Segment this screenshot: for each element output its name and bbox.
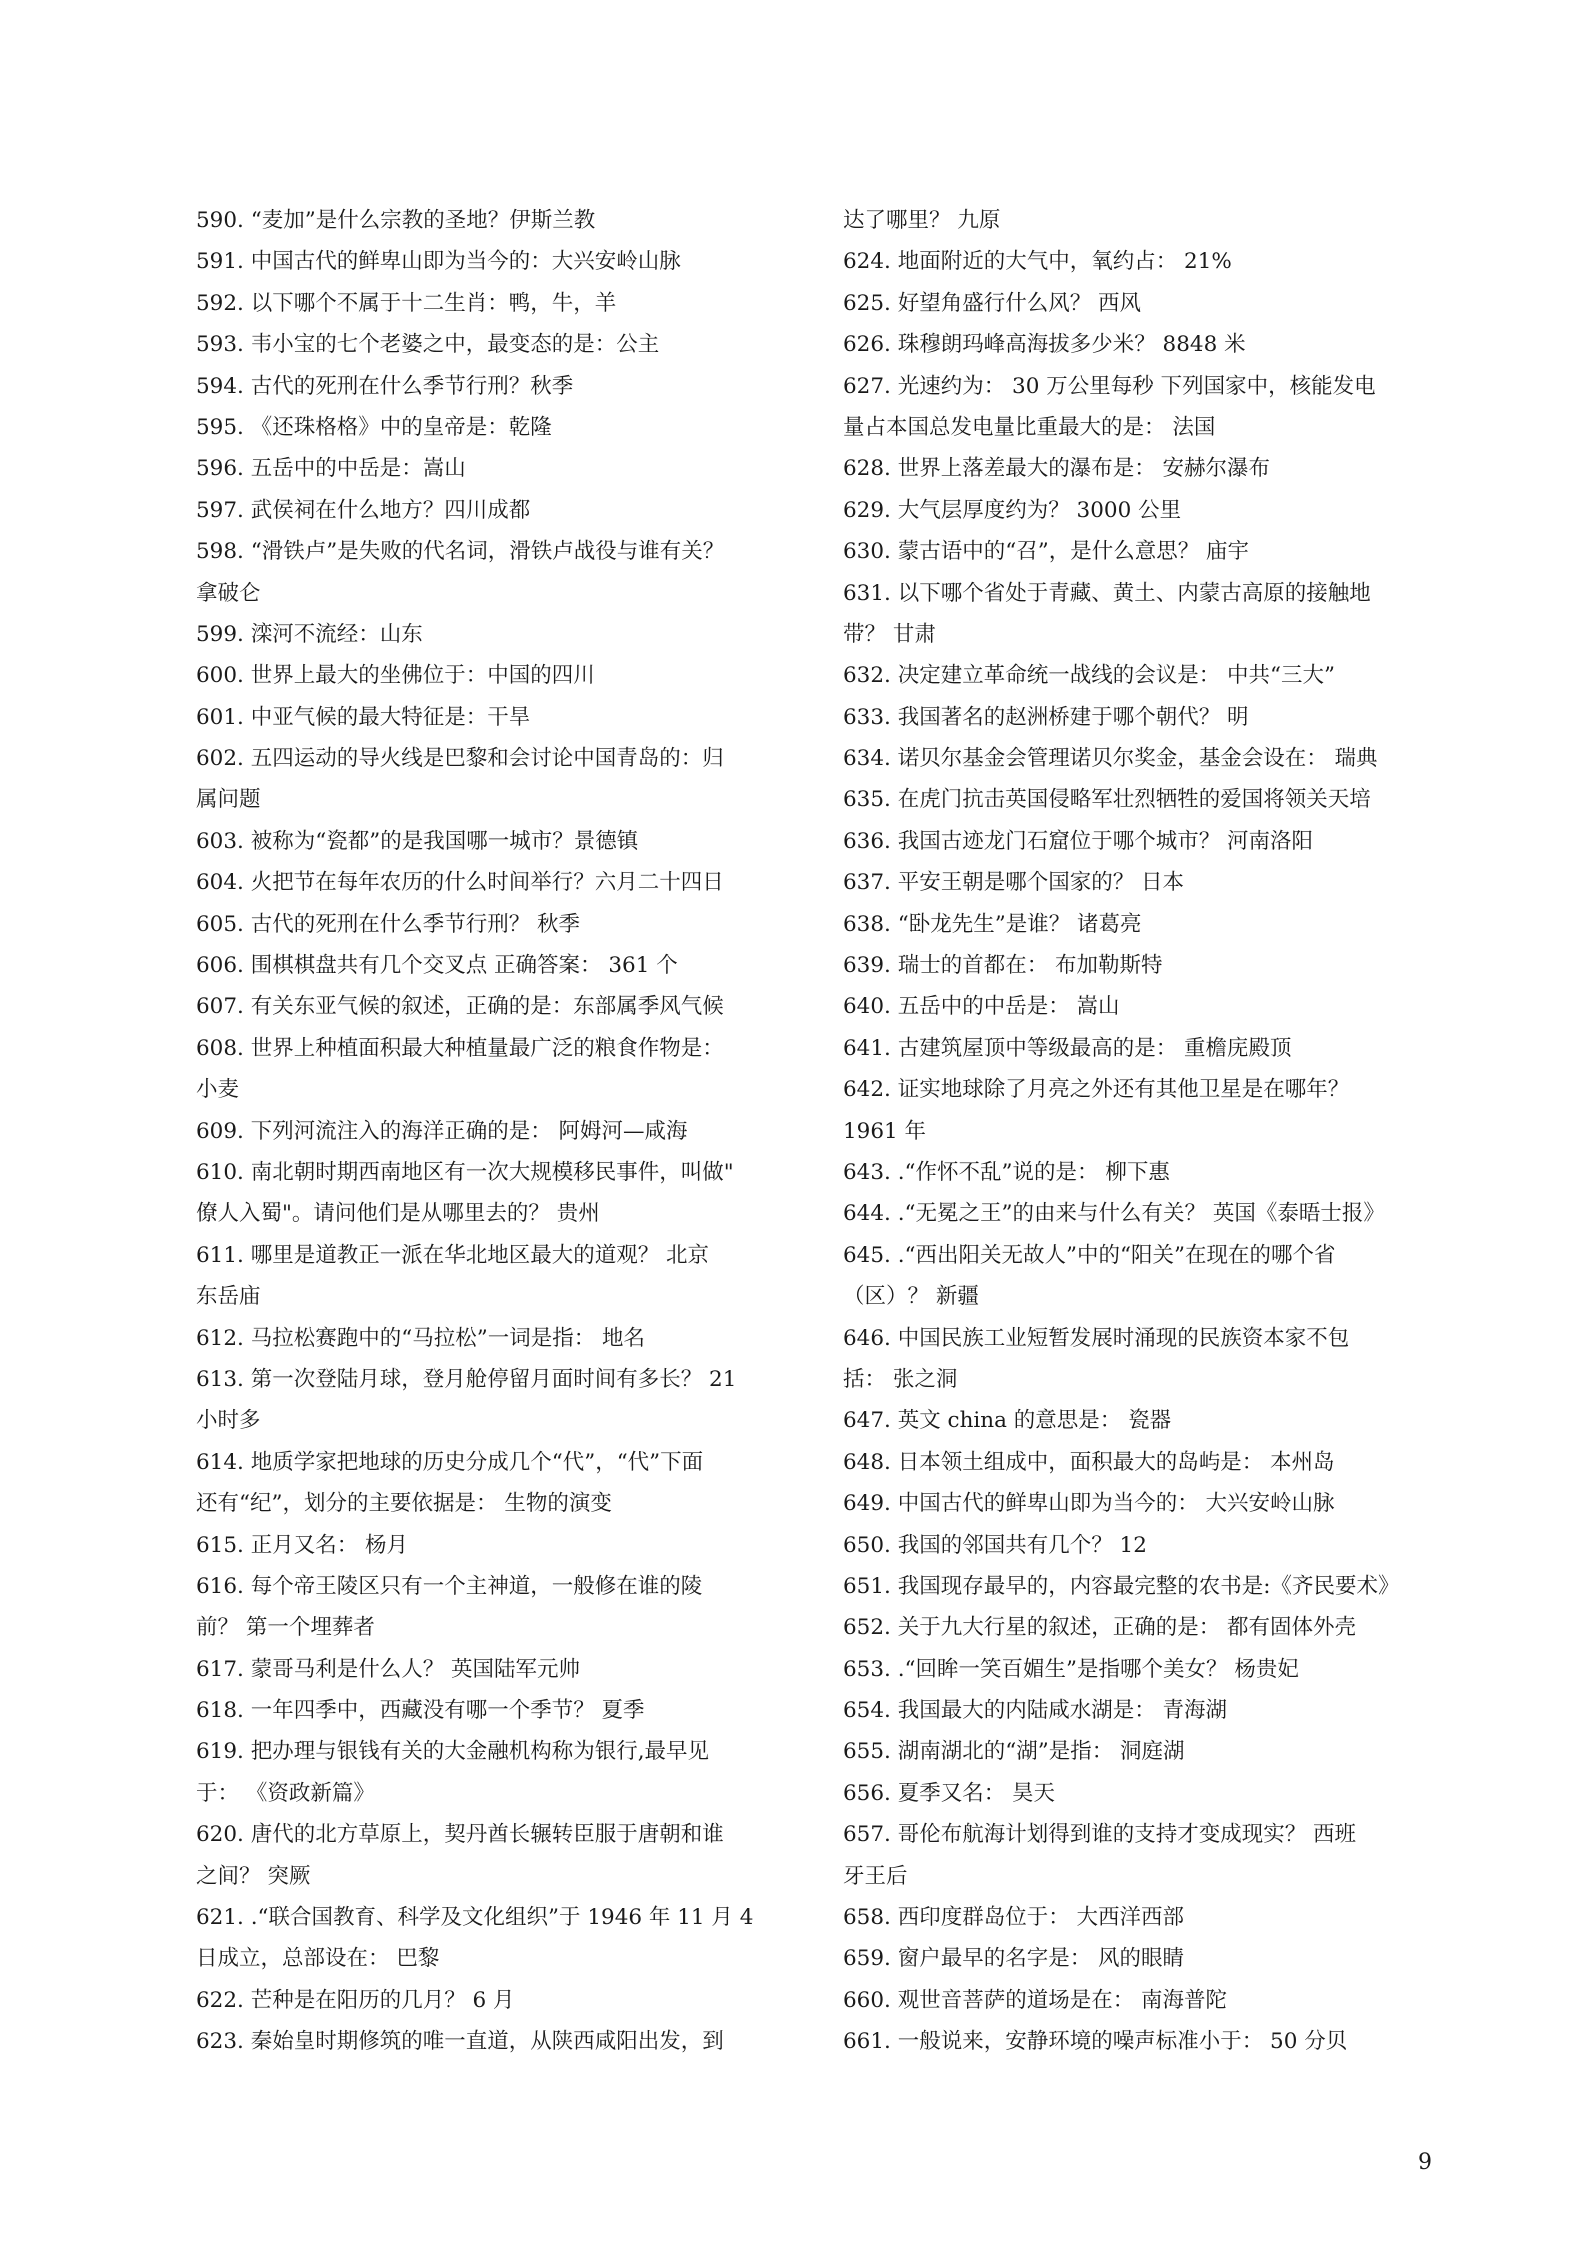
text-line: 660. 观世音菩萨的道场是在： 南海普陀 (843, 1987, 1228, 2013)
text-line: 前？ 第一个埋葬者 (196, 1615, 375, 1641)
text-line: 640. 五岳中的中岳是： 嵩山 (843, 994, 1120, 1020)
text-line: 605. 古代的死刑在什么季节行刑？ 秋季 (196, 911, 581, 937)
text-line: 592. 以下哪个不属于十二生肖：鸭，牛，羊 (196, 290, 617, 316)
text-line: 带？ 甘肃 (843, 621, 936, 647)
text-line: 607. 有关东亚气候的叙述，正确的是：东部属季风气候 (196, 994, 724, 1020)
text-line: 594. 古代的死刑在什么季节行刑？秋季 (196, 373, 574, 399)
text-line: 598. “滑铁卢”是失败的代名词，滑铁卢战役与谁有关？ (196, 539, 725, 565)
text-line: 643. .“作怀不乱”说的是： 柳下惠 (843, 1159, 1170, 1185)
text-line: 僚人入蜀"。请问他们是从哪里去的？ 贵州 (196, 1201, 600, 1227)
text-line: 623. 秦始皇时期修筑的唯一直道，从陕西咸阳出发，到 (196, 2029, 724, 2055)
text-line: 638. “卧龙先生”是谁？ 诸葛亮 (843, 911, 1142, 937)
text-line: 601. 中亚气候的最大特征是：干旱 (196, 704, 531, 730)
text-line: 之间？ 突厥 (196, 1863, 311, 1889)
text-line: 595. 《还珠格格》中的皇帝是：乾隆 (196, 414, 552, 440)
text-line: 616. 每个帝王陵区只有一个主神道，一般修在谁的陵 (196, 1573, 703, 1599)
text-line: 618. 一年四季中，西藏没有哪一个季节？ 夏季 (196, 1698, 645, 1724)
text-line: 达了哪里？ 九原 (843, 208, 1001, 233)
text-line: 612. 马拉松赛跑中的“马拉松”一词是指： 地名 (196, 1325, 646, 1351)
text-line: 599. 滦河不流经：山东 (196, 621, 423, 647)
page-number: 9 (1418, 2150, 1432, 2175)
text-line: 653. .“回眸一笑百媚生”是指哪个美女？ 杨贵妃 (843, 1656, 1299, 1682)
text-line: 644. .“无冕之王”的由来与什么有关？ 英国《泰晤士报》 (843, 1201, 1385, 1227)
text-line: 629. 大气层厚度约为？ 3000 公里 (843, 497, 1182, 523)
text-line: 596. 五岳中的中岳是：嵩山 (196, 456, 466, 482)
text-line: 608. 世界上种植面积最大种植量最广泛的粮食作物是： (196, 1035, 724, 1061)
text-line: 636. 我国古迹龙门石窟位于哪个城市？ 河南洛阳 (843, 828, 1314, 854)
text-line: 652. 关于九大行星的叙述，正确的是： 都有固体外壳 (843, 1615, 1357, 1641)
text-line: 627. 光速约为： 30 万公里每秒 下列国家中，核能发电 (843, 373, 1376, 399)
text-line: 小时多 (196, 1408, 261, 1434)
text-line: 602. 五四运动的导火线是巴黎和会讨论中国青岛的：归 (196, 746, 724, 772)
text-line: 东岳庙 (196, 1284, 261, 1310)
text-line: 648. 日本领土组成中，面积最大的岛屿是： 本州岛 (843, 1449, 1335, 1475)
text-line: 621. .“联合国教育、科学及文化组织”于 1946 年 11 月 4 (196, 1905, 754, 1931)
text-line: 649. 中国古代的鲜卑山即为当今的： 大兴安岭山脉 (843, 1491, 1335, 1517)
text-line: 拿破仑 (196, 580, 261, 606)
text-line: （区）？ 新疆 (843, 1284, 979, 1310)
text-line: 624. 地面附近的大气中，氧约占： 21% (843, 249, 1232, 275)
text-line: 604. 火把节在每年农历的什么时间举行？六月二十四日 (196, 870, 724, 896)
text-line: 590. “麦加”是什么宗教的圣地？伊斯兰教 (196, 208, 596, 233)
text-line: 635. 在虎门抗击英国侵略军壮烈牺牲的爱国将领关天培 (843, 787, 1371, 813)
text-line: 日成立，总部设在： 巴黎 (196, 1946, 440, 1972)
text-line: 609. 下列河流注入的海洋正确的是： 阿姆河—咸海 (196, 1118, 688, 1144)
text-line: 615. 正月又名： 杨月 (196, 1532, 409, 1558)
text-line: 645. .“西出阳关无故人”中的“阳关”在现在的哪个省 (843, 1242, 1336, 1268)
text-line: 614. 地质学家把地球的历史分成几个“代”，“代”下面 (196, 1449, 704, 1475)
text-line: 637. 平安王朝是哪个国家的？ 日本 (843, 870, 1185, 896)
text-line: 632. 决定建立革命统一战线的会议是： 中共“三大” (843, 663, 1336, 689)
text-line: 610. 南北朝时期西南地区有一次大规模移民事件，叫做" (196, 1159, 734, 1185)
text-line: 还有“纪”，划分的主要依据是： 生物的演变 (196, 1491, 612, 1517)
text-line: 591. 中国古代的鲜卑山即为当今的：大兴安岭山脉 (196, 249, 681, 275)
text-line: 631. 以下哪个省处于青藏、黄土、内蒙古高原的接触地 (843, 580, 1371, 606)
text-line: 于： 《资政新篇》 (196, 1780, 375, 1806)
text-line: 661. 一般说来，安静环境的噪声标准小于： 50 分贝 (843, 2029, 1348, 2055)
text-line: 628. 世界上落差最大的瀑布是： 安赫尔瀑布 (843, 456, 1271, 482)
text-line: 620. 唐代的北方草原上，契丹酋长辗转臣服于唐朝和谁 (196, 1822, 724, 1848)
text-line: 600. 世界上最大的坐佛位于：中国的四川 (196, 663, 595, 689)
text-line: 617. 蒙哥马利是什么人？ 英国陆军元帅 (196, 1656, 581, 1682)
right-text-column (843, 200, 1448, 2063)
text-line: 651. 我国现存最早的，内容最完整的农书是:《齐民要术》 (843, 1573, 1400, 1599)
text-line: 626. 珠穆朗玛峰高海拔多少米？ 8848 米 (843, 332, 1246, 358)
text-line: 括： 张之洞 (843, 1366, 958, 1392)
text-line: 634. 诺贝尔基金会管理诺贝尔奖金，基金会设在： 瑞典 (843, 746, 1378, 772)
text-line: 597. 武侯祠在什么地方？四川成都 (196, 497, 531, 523)
text-line: 659. 窗户最早的名字是： 风的眼睛 (843, 1946, 1185, 1972)
left-text-column (196, 200, 796, 2063)
text-line: 639. 瑞士的首都在： 布加勒斯特 (843, 953, 1163, 979)
text-line: 小麦 (196, 1077, 240, 1103)
text-line: 1961 年 (843, 1118, 927, 1144)
text-line: 642. 证实地球除了月亮之外还有其他卫星是在哪年？ (843, 1077, 1350, 1103)
text-line: 657. 哥伦布航海计划得到谁的支持才变成现实？ 西班 (843, 1822, 1357, 1848)
text-line: 658. 西印度群岛位于： 大西洋西部 (843, 1905, 1185, 1931)
text-line: 613. 第一次登陆月球，登月舱停留月面时间有多长？ 21 (196, 1366, 737, 1392)
text-line: 654. 我国最大的内陆咸水湖是： 青海湖 (843, 1698, 1228, 1724)
text-line: 611. 哪里是道教正一派在华北地区最大的道观？ 北京 (196, 1242, 710, 1268)
text-line: 646. 中国民族工业短暂发展时涌现的民族资本家不包 (843, 1325, 1350, 1351)
text-line: 650. 我国的邻国共有几个？ 12 (843, 1532, 1147, 1558)
text-line: 属问题 (196, 787, 261, 813)
text-line: 630. 蒙古语中的“召”，是什么意思？ 庙宇 (843, 539, 1250, 565)
text-line: 633. 我国著名的赵洲桥建于哪个朝代？ 明 (843, 704, 1249, 730)
text-line: 625. 好望角盛行什么风？ 西风 (843, 290, 1142, 316)
text-line: 641. 古建筑屋顶中等级最高的是： 重檐庑殿顶 (843, 1035, 1292, 1061)
text-line: 606. 围棋棋盘共有几个交叉点 正确答案： 361 个 (196, 953, 678, 979)
text-line: 619. 把办理与银钱有关的大金融机构称为银行,最早见 (196, 1739, 710, 1765)
text-line: 量占本国总发电量比重最大的是： 法国 (843, 414, 1216, 440)
text-line: 647. 英文 china 的意思是： 瓷器 (843, 1408, 1172, 1434)
text-line: 593. 韦小宝的七个老婆之中，最变态的是：公主 (196, 332, 660, 358)
text-line: 622. 芒种是在阳历的几月？ 6 月 (196, 1987, 515, 2013)
text-line: 656. 夏季又名： 昊天 (843, 1780, 1056, 1806)
text-line: 牙王后 (843, 1863, 908, 1889)
text-line: 655. 湖南湖北的“湖”是指： 洞庭湖 (843, 1739, 1185, 1765)
text-line: 603. 被称为“瓷都”的是我国哪一城市？景德镇 (196, 828, 639, 854)
